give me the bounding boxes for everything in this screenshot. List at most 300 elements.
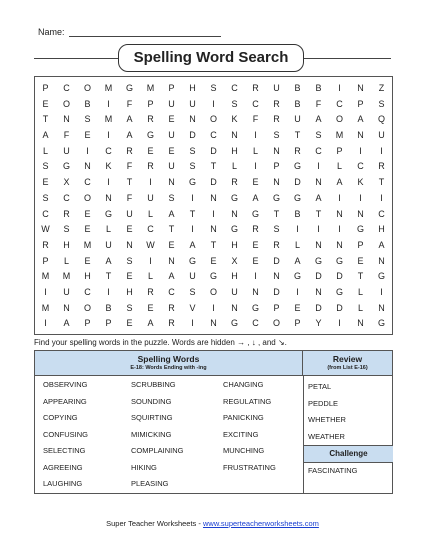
grid-letter: C bbox=[315, 145, 322, 156]
footer-text: Super Teacher Worksheets - bbox=[106, 519, 203, 528]
grid-letter: P bbox=[357, 239, 364, 250]
word-item: COMPLAINING bbox=[131, 446, 184, 455]
grid-letter: A bbox=[315, 192, 322, 203]
grid-letter: A bbox=[42, 130, 49, 141]
grid-letter: I bbox=[191, 318, 194, 329]
grid-letter: S bbox=[126, 255, 133, 266]
grid-letter: S bbox=[273, 224, 280, 235]
grid-letter: I bbox=[107, 286, 110, 297]
word-item: MUNCHING bbox=[223, 446, 265, 455]
grid-letter: T bbox=[315, 208, 322, 219]
grid-letter: D bbox=[336, 302, 343, 313]
grid-letter: M bbox=[41, 271, 50, 282]
name-field-row bbox=[38, 27, 221, 37]
grid-letter: P bbox=[273, 161, 280, 172]
grid-letter: L bbox=[147, 208, 153, 219]
grid-letter: U bbox=[168, 98, 175, 109]
grid-letter: A bbox=[63, 318, 70, 329]
name-line bbox=[69, 27, 221, 37]
grid-letter: D bbox=[273, 286, 280, 297]
grid-letter: I bbox=[212, 208, 215, 219]
grid-letter: I bbox=[44, 286, 47, 297]
grid-letter: T bbox=[105, 271, 112, 282]
grid-letter: I bbox=[212, 98, 215, 109]
grid-letter: N bbox=[126, 239, 133, 250]
grid-letter: I bbox=[359, 192, 362, 203]
grid-letter: U bbox=[189, 271, 196, 282]
grid-letter: I bbox=[107, 98, 110, 109]
grid-letter: M bbox=[62, 271, 71, 282]
grid-letter: I bbox=[212, 302, 215, 313]
grid-letter: R bbox=[252, 224, 259, 235]
grid-letter: N bbox=[210, 224, 217, 235]
grid-letter: L bbox=[63, 255, 69, 266]
grid-letter: I bbox=[338, 83, 341, 93]
grid-letter: G bbox=[335, 286, 343, 297]
grid-letter: A bbox=[126, 130, 133, 141]
grid-letter: I bbox=[149, 177, 152, 188]
grid-letter: N bbox=[63, 114, 70, 125]
grid-letter: D bbox=[315, 302, 322, 313]
grid-letter: N bbox=[210, 192, 217, 203]
grid-letter: S bbox=[126, 302, 133, 313]
grid-letter: H bbox=[231, 271, 238, 282]
grid-letter: S bbox=[378, 98, 385, 109]
grid-letter: A bbox=[315, 114, 322, 125]
grid-letter: T bbox=[294, 130, 301, 141]
grid-letter: C bbox=[336, 98, 343, 109]
grid-letter: X bbox=[231, 255, 238, 266]
grid-letter: A bbox=[252, 192, 259, 203]
word-column-1 bbox=[43, 379, 88, 495]
word-item: FRUSTRATING bbox=[223, 462, 276, 472]
grid-letter: U bbox=[231, 286, 238, 297]
grid-letter: C bbox=[357, 161, 364, 172]
grid-letter: N bbox=[231, 208, 238, 219]
grid-letter: S bbox=[84, 114, 91, 125]
grid-letter: G bbox=[377, 271, 385, 282]
grid-letter: P bbox=[105, 318, 112, 329]
grid-letter: I bbox=[254, 161, 257, 172]
grid-letter: E bbox=[147, 145, 154, 156]
grid-letter: A bbox=[105, 255, 112, 266]
grid-letter: P bbox=[273, 302, 280, 313]
grid-letter: N bbox=[315, 177, 322, 188]
grid-letter: H bbox=[63, 239, 70, 250]
grid-letter: G bbox=[356, 224, 364, 235]
review-word: PETAL bbox=[308, 382, 332, 391]
grid-letter: N bbox=[63, 302, 70, 313]
footer-link[interactable]: www.superteacherworksheets.com bbox=[202, 519, 319, 528]
grid-letter: P bbox=[336, 145, 343, 156]
grid-letter: G bbox=[230, 224, 238, 235]
grid-letter: U bbox=[63, 286, 70, 297]
grid-letter: T bbox=[126, 177, 133, 188]
grid-letter: G bbox=[377, 318, 385, 329]
grid-letter: C bbox=[210, 130, 217, 141]
grid-letter: N bbox=[231, 130, 238, 141]
grid-letter: G bbox=[62, 161, 70, 172]
grid-letter: U bbox=[63, 145, 70, 156]
grid-letter: E bbox=[126, 271, 133, 282]
grid-letter: I bbox=[44, 318, 47, 329]
grid-letter: S bbox=[315, 130, 322, 141]
grid-letter: E bbox=[42, 98, 49, 109]
grid-letter: E bbox=[84, 255, 91, 266]
grid-letter: C bbox=[84, 286, 91, 297]
grid-letter: T bbox=[189, 208, 196, 219]
grid-letter: B bbox=[84, 98, 91, 109]
grid-letter: O bbox=[209, 286, 217, 297]
grid-letter: U bbox=[189, 98, 196, 109]
grid-letter: I bbox=[191, 224, 194, 235]
grid-letter: D bbox=[273, 255, 280, 266]
grid-letter: R bbox=[147, 114, 154, 125]
word-item: LAUGHING bbox=[43, 479, 83, 488]
grid-letter: R bbox=[42, 239, 49, 250]
grid-letter: S bbox=[42, 161, 49, 172]
grid-letter: E bbox=[357, 255, 364, 266]
grid-letter: G bbox=[335, 255, 343, 266]
letter-grid bbox=[35, 81, 392, 332]
grid-letter: P bbox=[42, 255, 49, 266]
grid-letter: R bbox=[294, 145, 301, 156]
review-column bbox=[303, 375, 393, 493]
grid-letter: G bbox=[293, 161, 301, 172]
grid-letter: N bbox=[357, 130, 364, 141]
grid-letter: A bbox=[189, 239, 196, 250]
word-item: OBSERVING bbox=[43, 380, 88, 389]
grid-letter: O bbox=[209, 114, 217, 125]
grid-letter: E bbox=[168, 114, 175, 125]
grid-letter: N bbox=[378, 255, 385, 266]
grid-letter: R bbox=[126, 145, 133, 156]
grid-letter: D bbox=[210, 177, 217, 188]
grid-letter: M bbox=[335, 130, 344, 141]
grid-letter: B bbox=[315, 83, 322, 93]
grid-letter: I bbox=[317, 161, 320, 172]
grid-letter: T bbox=[42, 114, 49, 125]
grid-letter: S bbox=[231, 98, 238, 109]
word-search-puzzle bbox=[34, 76, 393, 335]
grid-letter: C bbox=[147, 224, 154, 235]
grid-letter: A bbox=[357, 114, 364, 125]
challenge-header: Challenge bbox=[304, 445, 393, 463]
word-column-3 bbox=[223, 379, 276, 478]
grid-letter: I bbox=[107, 130, 110, 141]
grid-letter: S bbox=[168, 192, 175, 203]
grid-letter: R bbox=[231, 177, 238, 188]
grid-letter: P bbox=[294, 318, 301, 329]
grid-letter: U bbox=[168, 161, 175, 172]
grid-letter: N bbox=[273, 271, 280, 282]
grid-letter: S bbox=[273, 130, 280, 141]
grid-letter: I bbox=[296, 224, 299, 235]
grid-letter: B bbox=[105, 302, 112, 313]
grid-letter: I bbox=[359, 145, 362, 156]
grid-letter: P bbox=[147, 98, 154, 109]
grid-letter: G bbox=[188, 255, 196, 266]
grid-letter: O bbox=[335, 114, 343, 125]
grid-letter: F bbox=[63, 130, 70, 141]
grid-letter: R bbox=[273, 239, 280, 250]
grid-letter: I bbox=[107, 177, 110, 188]
grid-letter: O bbox=[83, 83, 91, 93]
grid-letter: E bbox=[84, 224, 91, 235]
grid-letter: C bbox=[378, 208, 385, 219]
review-subtitle: (from List E-16) bbox=[327, 365, 368, 371]
grid-letter: R bbox=[147, 286, 154, 297]
word-item: SQUIRTING bbox=[131, 413, 173, 422]
grid-letter: U bbox=[126, 208, 133, 219]
grid-letter: P bbox=[42, 83, 49, 93]
grid-letter: V bbox=[189, 302, 196, 313]
title-rule-right bbox=[303, 58, 391, 59]
grid-letter: P bbox=[357, 98, 364, 109]
word-item: CHANGING bbox=[223, 380, 264, 389]
grid-letter: C bbox=[252, 318, 259, 329]
grid-letter: A bbox=[126, 114, 133, 125]
grid-letter: N bbox=[84, 161, 91, 172]
grid-letter: I bbox=[149, 255, 152, 266]
grid-letter: E bbox=[252, 255, 259, 266]
grid-letter: E bbox=[126, 318, 133, 329]
grid-letter: C bbox=[42, 208, 49, 219]
grid-letter: F bbox=[315, 98, 322, 109]
grid-letter: S bbox=[189, 145, 196, 156]
grid-letter: N bbox=[357, 83, 364, 93]
grid-letter: D bbox=[294, 177, 301, 188]
grid-letter: W bbox=[146, 239, 155, 250]
grid-letter: C bbox=[63, 83, 70, 93]
grid-letter: I bbox=[86, 145, 89, 156]
grid-letter: T bbox=[357, 271, 364, 282]
grid-letter: E bbox=[126, 224, 133, 235]
grid-letter: L bbox=[147, 271, 153, 282]
grid-letter: N bbox=[252, 286, 259, 297]
grid-letter: U bbox=[273, 83, 280, 93]
grid-letter: W bbox=[41, 224, 50, 235]
grid-letter: N bbox=[273, 177, 280, 188]
word-item: MIMICKING bbox=[131, 429, 172, 439]
grid-letter: L bbox=[336, 161, 342, 172]
grid-letter: S bbox=[210, 83, 217, 93]
footer bbox=[0, 519, 425, 528]
grid-letter: G bbox=[230, 192, 238, 203]
challenge-word: FASCINATING bbox=[308, 466, 358, 475]
grid-letter: N bbox=[168, 255, 175, 266]
grid-letter: O bbox=[272, 318, 280, 329]
grid-letter: N bbox=[378, 302, 385, 313]
grid-letter: C bbox=[63, 192, 70, 203]
grid-letter: I bbox=[191, 192, 194, 203]
grid-letter: M bbox=[146, 83, 155, 93]
grid-letter: K bbox=[105, 161, 112, 172]
review-word: WEATHER bbox=[308, 431, 345, 441]
grid-letter: F bbox=[126, 192, 133, 203]
instructions: Find your spelling words in the puzzle. Words are hidden → , ↓ , and ↘. bbox=[34, 338, 287, 347]
grid-letter: N bbox=[357, 318, 364, 329]
grid-letter: E bbox=[252, 177, 259, 188]
grid-letter: A bbox=[378, 239, 385, 250]
name-label: Name: bbox=[38, 27, 65, 37]
grid-letter: R bbox=[378, 161, 385, 172]
grid-letter: M bbox=[83, 239, 92, 250]
grid-letter: I bbox=[338, 224, 341, 235]
grid-letter: A bbox=[168, 271, 175, 282]
grid-letter: I bbox=[254, 130, 257, 141]
grid-letter: N bbox=[315, 239, 322, 250]
word-item: AGREEING bbox=[43, 462, 83, 472]
grid-letter: R bbox=[168, 318, 175, 329]
grid-letter: O bbox=[83, 192, 91, 203]
grid-letter: F bbox=[126, 161, 133, 172]
word-item: HIKING bbox=[131, 462, 157, 472]
grid-letter: H bbox=[84, 271, 91, 282]
review-word: WHETHER bbox=[308, 415, 346, 424]
grid-letter: B bbox=[294, 98, 301, 109]
grid-letter: M bbox=[41, 302, 50, 313]
grid-letter: A bbox=[168, 208, 175, 219]
word-item: SCRUBBING bbox=[131, 380, 176, 389]
grid-letter: R bbox=[147, 161, 154, 172]
grid-letter: L bbox=[357, 302, 363, 313]
word-column-2 bbox=[131, 379, 184, 495]
grid-letter: N bbox=[168, 177, 175, 188]
title-rule-left bbox=[34, 58, 118, 59]
grid-letter: S bbox=[63, 224, 70, 235]
grid-letter: B bbox=[294, 208, 301, 219]
grid-letter: L bbox=[252, 145, 258, 156]
grid-letter: S bbox=[189, 161, 196, 172]
grid-letter: H bbox=[189, 83, 196, 93]
grid-letter: I bbox=[380, 192, 383, 203]
grid-letter: E bbox=[294, 302, 301, 313]
word-item: PANICKING bbox=[223, 413, 264, 422]
grid-letter: G bbox=[293, 192, 301, 203]
word-item: PLEASING bbox=[131, 479, 169, 488]
grid-letter: C bbox=[84, 177, 91, 188]
grid-letter: E bbox=[147, 302, 154, 313]
grid-letter: C bbox=[105, 145, 112, 156]
grid-letter: I bbox=[338, 192, 341, 203]
grid-letter: R bbox=[63, 208, 70, 219]
grid-letter: U bbox=[168, 130, 175, 141]
grid-letter: C bbox=[231, 83, 238, 93]
grid-letter: G bbox=[293, 271, 301, 282]
grid-letter: K bbox=[357, 177, 364, 188]
word-item: APPEARING bbox=[43, 396, 87, 406]
grid-letter: H bbox=[231, 145, 238, 156]
grid-letter: U bbox=[105, 239, 112, 250]
grid-letter: U bbox=[378, 130, 385, 141]
grid-letter: I bbox=[380, 145, 383, 156]
word-bank bbox=[34, 350, 393, 494]
grid-letter: L bbox=[357, 286, 363, 297]
grid-letter: C bbox=[168, 286, 175, 297]
grid-letter: P bbox=[84, 318, 91, 329]
word-item: SOUNDING bbox=[131, 396, 172, 406]
grid-letter: F bbox=[126, 98, 133, 109]
grid-letter: E bbox=[252, 239, 259, 250]
grid-letter: E bbox=[84, 130, 91, 141]
grid-letter: L bbox=[294, 239, 300, 250]
grid-letter: G bbox=[314, 255, 322, 266]
grid-letter: L bbox=[42, 145, 48, 156]
grid-letter: G bbox=[209, 271, 217, 282]
grid-letter: N bbox=[315, 286, 322, 297]
grid-letter: R bbox=[273, 114, 280, 125]
grid-letter: E bbox=[42, 177, 49, 188]
grid-letter: T bbox=[210, 161, 217, 172]
grid-letter: O bbox=[62, 98, 70, 109]
grid-letter: G bbox=[230, 318, 238, 329]
word-item: EXCITING bbox=[223, 429, 259, 439]
grid-letter: I bbox=[254, 271, 257, 282]
spelling-words-subtitle: E-18: Words Ending with -ing bbox=[130, 365, 207, 371]
grid-letter: N bbox=[273, 145, 280, 156]
grid-letter: I bbox=[338, 318, 341, 329]
grid-letter: D bbox=[189, 130, 196, 141]
word-item: CONFUSING bbox=[43, 429, 88, 439]
grid-letter: Z bbox=[378, 83, 385, 93]
grid-letter: H bbox=[231, 239, 238, 250]
grid-letter: N bbox=[336, 208, 343, 219]
grid-letter: D bbox=[210, 145, 217, 156]
grid-letter: G bbox=[104, 208, 112, 219]
word-item: SELECTING bbox=[43, 446, 86, 455]
word-item: COPYING bbox=[43, 413, 78, 422]
grid-letter: U bbox=[147, 192, 154, 203]
grid-letter: E bbox=[168, 239, 175, 250]
grid-letter: T bbox=[168, 224, 175, 235]
grid-letter: K bbox=[231, 114, 238, 125]
grid-letter: A bbox=[147, 318, 154, 329]
grid-letter: G bbox=[251, 208, 259, 219]
grid-letter: X bbox=[63, 177, 70, 188]
grid-letter: N bbox=[210, 318, 217, 329]
grid-letter: H bbox=[378, 224, 385, 235]
grid-letter: N bbox=[105, 192, 112, 203]
grid-letter: H bbox=[126, 286, 133, 297]
grid-letter: S bbox=[189, 286, 196, 297]
grid-letter: D bbox=[315, 271, 322, 282]
grid-letter: I bbox=[380, 286, 383, 297]
grid-letter: D bbox=[336, 271, 343, 282]
grid-letter: E bbox=[210, 255, 217, 266]
grid-letter: A bbox=[294, 255, 301, 266]
grid-letter: T bbox=[378, 177, 385, 188]
grid-letter: T bbox=[210, 239, 217, 250]
grid-letter: T bbox=[273, 208, 280, 219]
grid-letter: E bbox=[168, 145, 175, 156]
grid-letter: G bbox=[188, 177, 196, 188]
grid-letter: U bbox=[294, 114, 301, 125]
grid-letter: G bbox=[272, 192, 280, 203]
grid-letter: B bbox=[294, 83, 301, 93]
grid-letter: F bbox=[252, 114, 259, 125]
review-header bbox=[303, 351, 392, 376]
spelling-words-title: Spelling Words bbox=[137, 354, 200, 364]
spelling-words-header bbox=[35, 351, 303, 376]
grid-letter: C bbox=[252, 98, 259, 109]
grid-letter: Y bbox=[315, 318, 322, 329]
grid-letter: I bbox=[317, 224, 320, 235]
grid-letter: P bbox=[168, 83, 175, 93]
grid-letter: A bbox=[336, 177, 343, 188]
grid-letter: G bbox=[251, 302, 259, 313]
word-item: REGULATING bbox=[223, 396, 272, 406]
